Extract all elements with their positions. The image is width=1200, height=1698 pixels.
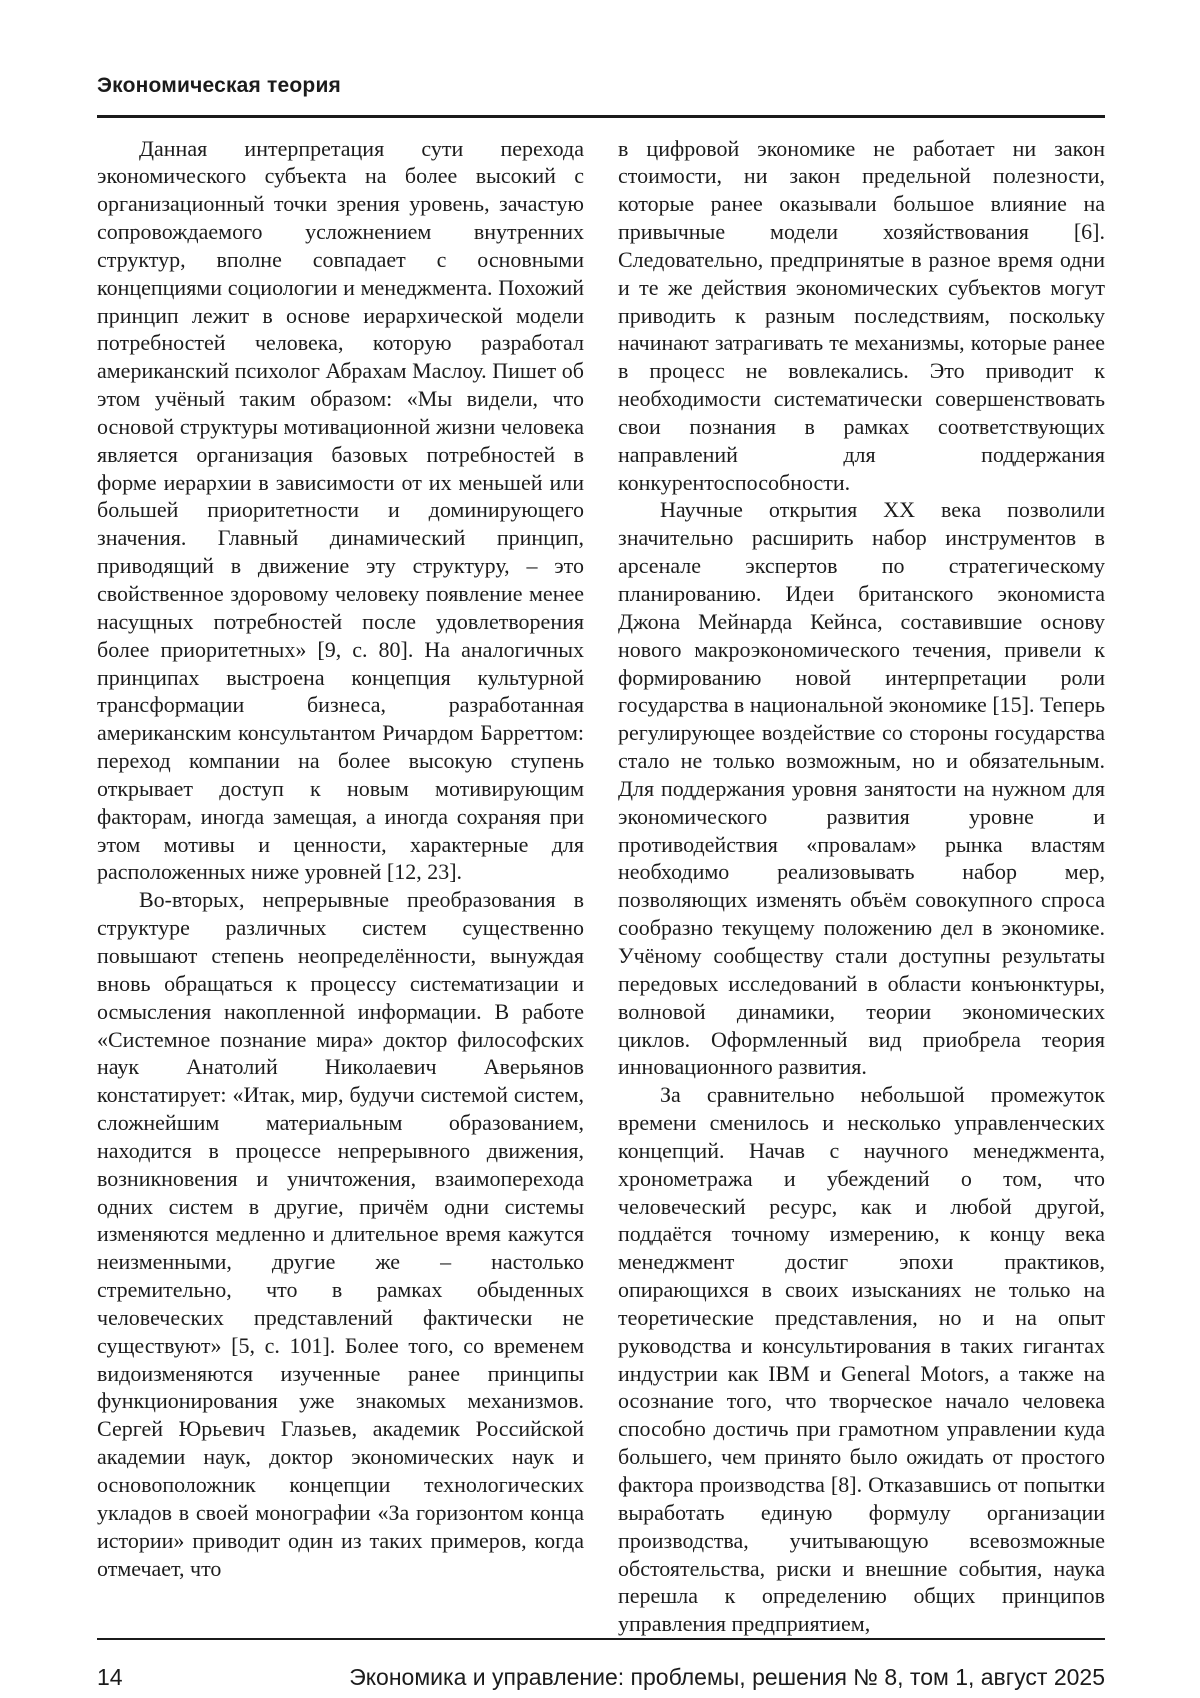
paragraph-keynes: Научные открытия XX века позволили значительно расширить набор инструментов в арсенале экспертов по стратегическому планированию. Идеи британского экономиста Джона Мейнарда Кейнса, составившие основу нового макроэкономического течения, привели к формированию новой интерпретации роли государства в национальной экономике [15]. Теперь регулирующее воздействие со стороны государства стало не только возможным, но и обязательным. Для поддержания уровня занятости на нужном для экономического развития уровне и противодействия «провалам» рынка властям необходимо реализовывать набор мер, позволяющих изменять объём совокупного спроса сообразно текущему положению дел в экономике. Учёному сообществу стали доступны результаты передовых исследований в области конъюнктуры, волновой динамики, теории экономических циклов. Оформленный вид приобрела теория инновационного развития.	[618, 497, 1105, 1080]
article-body	[97, 135, 1105, 1639]
paragraph-digital-economy-continuation: в цифровой экономике не работает ни закон стоимости, ни закон предельной полезности, которые ранее оказывали большое влияние на привычные модели хозяйствования [6]. Следовательно, предпринятые в разное время одни и те же действия экономических субъектов могут приводить к разным последствиям, поскольку начинают затрагивать те механизмы, которые ранее в процесс не вовлекались. Это приводит к необходимости систематически совершенствовать свои познания в рамках соответствующих направлений для поддержания конкурентоспособности.	[618, 135, 1105, 495]
page-header	[97, 74, 1105, 118]
page-footer	[97, 1638, 1105, 1698]
journal-title: Экономика и управление: проблемы, решения № 8, том 1, август 2025	[349, 1664, 1105, 1691]
paragraph-systems: Во-вторых, непрерывные преобразования в структуре различных систем существенно повышают степень неопределённости, вынуждая вновь обращаться к процессу систематизации и осмысления накопленной информации. В работе «Системное познание мира» доктор философских наук Анатолий Николаевич Аверьянов констатирует: «Итак, мир, будучи системой систем, сложнейшим материальным образованием, находится в процессе непрерывного движения, возникновения и уничтожения, взаимоперехода одних систем в другие, причём одни системы изменяются медленно и длительное время кажутся неизменными, другие же – настолько стремительно, что в рамках обыденных человеческих представлений фактически не существуют» [5, с. 101]. Более того, со временем видоизменяются изученные ранее принципы функционирования уже знакомых механизмов. Сергей Юрьевич Глазьев, академик Российской академии наук, доктор экономических наук и основоположник концепции технологических укладов в своей монографии «За горизонтом конца истории» приводит один из таких примеров, когда отмечает, что	[97, 887, 584, 1581]
header-rule	[97, 115, 1105, 118]
section-title: Экономическая теория	[97, 74, 342, 97]
paragraph-maslow: Данная интерпретация сути перехода экономического субъекта на более высокий с организационный точки зрения уровень, зачастую сопровождаемого усложнением внутренних структур, вполне совпадает с основными концепциями социологии и менеджмента. Похожий принцип лежит в основе иерархической модели потребностей человека, которую разработал американский психолог Абрахам Маслоу. Пишет об этом учёный таким образом: «Мы видели, что основой структуры мотивационной жизни человека является организация базовых потребностей в форме иерархии в зависимости от их меньшей или большей приоритетности и доминирующего значения. Главный динамический принцип, приводящий в движение эту структуру, – это свойственное здоровому человеку появление менее насущных потребностей после удовлетворения более приоритетных» [9, с. 80]. На аналогичных принципах выстроена концепция культурной трансформации бизнеса, разработанная американским консультантом Ричардом Барреттом: переход компании на более высокую ступень открывает доступ к новым мотивирующим факторам, иногда замещая, а иногда сохраняя при этом мотивы и ценности, характерные для расположенных ниже уровней [12, 23].	[97, 135, 584, 885]
left-column	[97, 135, 584, 1639]
footer-rule	[97, 1638, 1105, 1640]
paragraph-management-concepts: За сравнительно небольшой промежуток времени сменилось и несколько управленческих концепций. Начав с научного менеджмента, хронометража и убеждений о том, что человеческий ресурс, как и любой другой, поддаётся точному измерению, к концу века менеджмент достиг эпохи практиков, опирающихся в своих изысканиях не только на теоретические представления, но и на опыт руководства и консультирования в таких гигантах индустрии как IBM и General Motors, а также на осознание того, что творческое начало человека способно достичь при грамотном управлении куда большего, чем принято было ожидать от простого фактора производства [8]. Отказавшись от попытки выработать единую формулу организации производства, учитывающую всевозможные обстоятельства, риски и внешние события, наука перешла к определению общих принципов управления предприятием,	[618, 1082, 1105, 1637]
page-number: 14	[97, 1664, 123, 1691]
footer-row	[97, 1664, 1105, 1691]
right-column	[618, 135, 1105, 1639]
